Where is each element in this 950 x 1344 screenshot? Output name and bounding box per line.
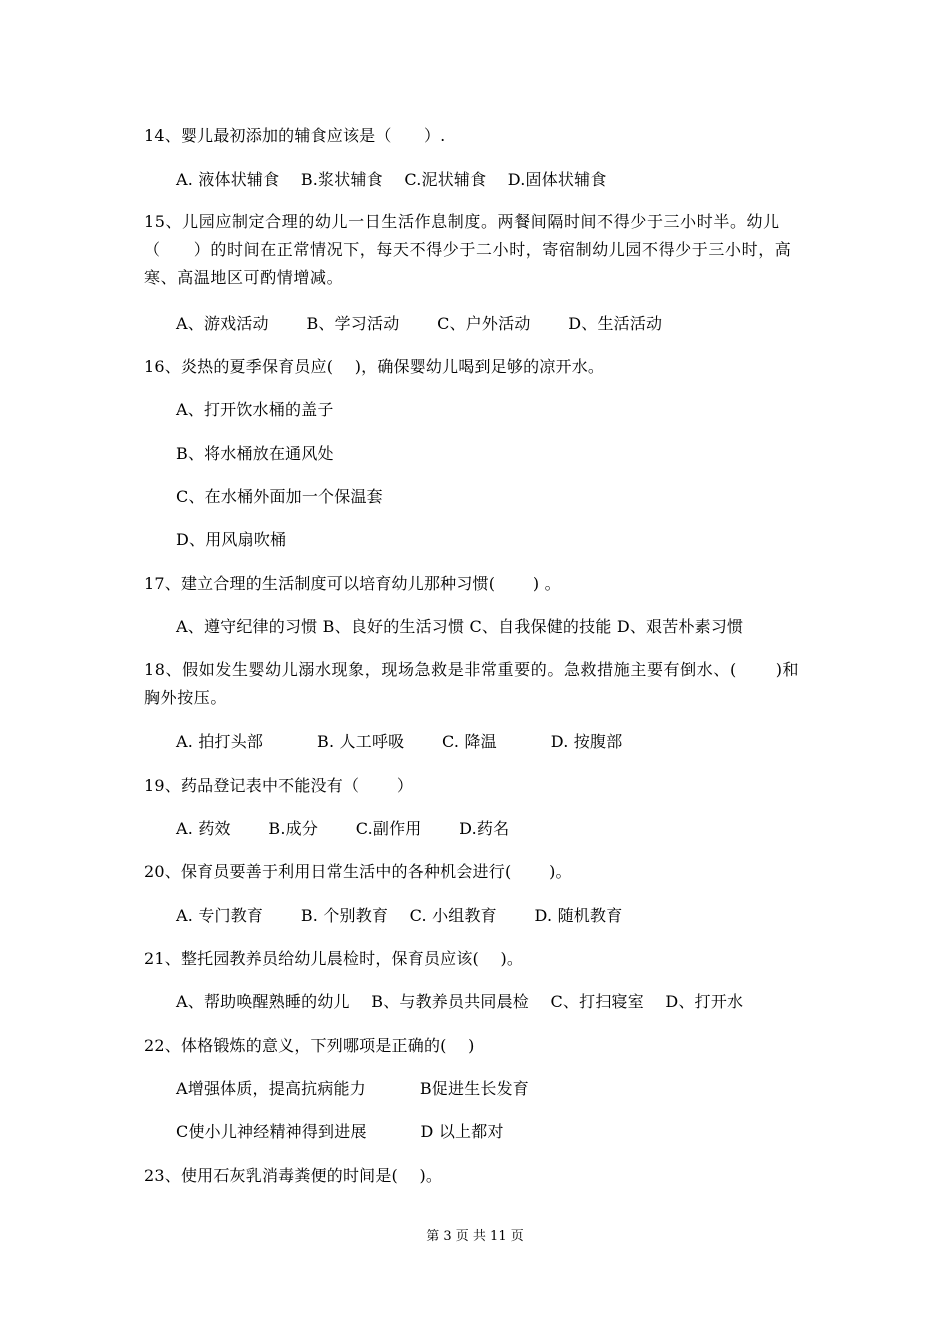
question-20: 20、保育员要善于利用日常生活中的各种机会进行( )。	[144, 862, 572, 881]
page-footer: 第 3 页 共 11 页	[426, 1229, 524, 1244]
question-22-options-cd: C使小儿神经精神得到进展 D 以上都对	[176, 1122, 504, 1141]
question-15-options: A、游戏活动 B、学习活动 C、户外活动 D、生活活动	[176, 314, 663, 333]
question-19-options: A. 药效 B.成分 C.副作用 D.药名	[176, 819, 510, 838]
question-23: 23、使用石灰乳消毒粪便的时间是( )。	[144, 1166, 443, 1185]
question-16: 16、炎热的夏季保育员应( )，确保婴幼儿喝到足够的凉开水。	[144, 357, 605, 376]
question-16-option-c: C、在水桶外面加一个保温套	[176, 487, 383, 506]
question-15: 15、儿园应制定合理的幼儿一日生活作息制度。两餐间隔时间不得少于三小时半。幼儿（ ）的时间在正常情况下，每天不得少于二小时，寄宿制幼儿园不得少于三小时，高寒、高温地区可酌情增减。	[144, 212, 792, 287]
question-16-option-b: B、将水桶放在通风处	[176, 444, 334, 463]
question-17-options: A、遵守纪律的习惯 B、良好的生活习惯 C、自我保健的技能 D、艰苦朴素习惯	[176, 617, 744, 636]
question-18: 18、假如发生婴幼儿溺水现象，现场急救是非常重要的。急救措施主要有倒水、( )和胸外按压。	[144, 660, 800, 707]
question-22: 22、体格锻炼的意义，下列哪项是正确的( )	[144, 1036, 475, 1055]
question-22-options-ab: A增强体质，提高抗病能力 B促进生长发育	[176, 1079, 529, 1098]
question-17: 17、建立合理的生活制度可以培育幼儿那种习惯( ) 。	[144, 574, 561, 593]
question-18-options: A. 拍打头部 B. 人工呼吸 C. 降温 D. 按腹部	[176, 732, 623, 751]
question-16-option-d: D、用风扇吹桶	[176, 530, 287, 549]
question-20-options: A. 专门教育 B. 个别教育 C. 小组教育 D. 随机教育	[176, 906, 623, 925]
question-21-options: A、帮助唤醒熟睡的幼儿 B、与教养员共同晨检 C、打扫寝室 D、打开水	[176, 992, 744, 1011]
question-14: 14、婴儿最初添加的辅食应该是（ ）.	[144, 126, 446, 145]
question-16-option-a: A、打开饮水桶的盖子	[176, 400, 334, 419]
question-14-options: A. 液体状辅食 B.浆状辅食 C.泥状辅食 D.固体状辅食	[176, 170, 607, 189]
question-19: 19、药品登记表中不能没有（ ）	[144, 776, 414, 795]
question-21: 21、整托园教养员给幼儿晨检时，保育员应该( )。	[144, 949, 524, 968]
